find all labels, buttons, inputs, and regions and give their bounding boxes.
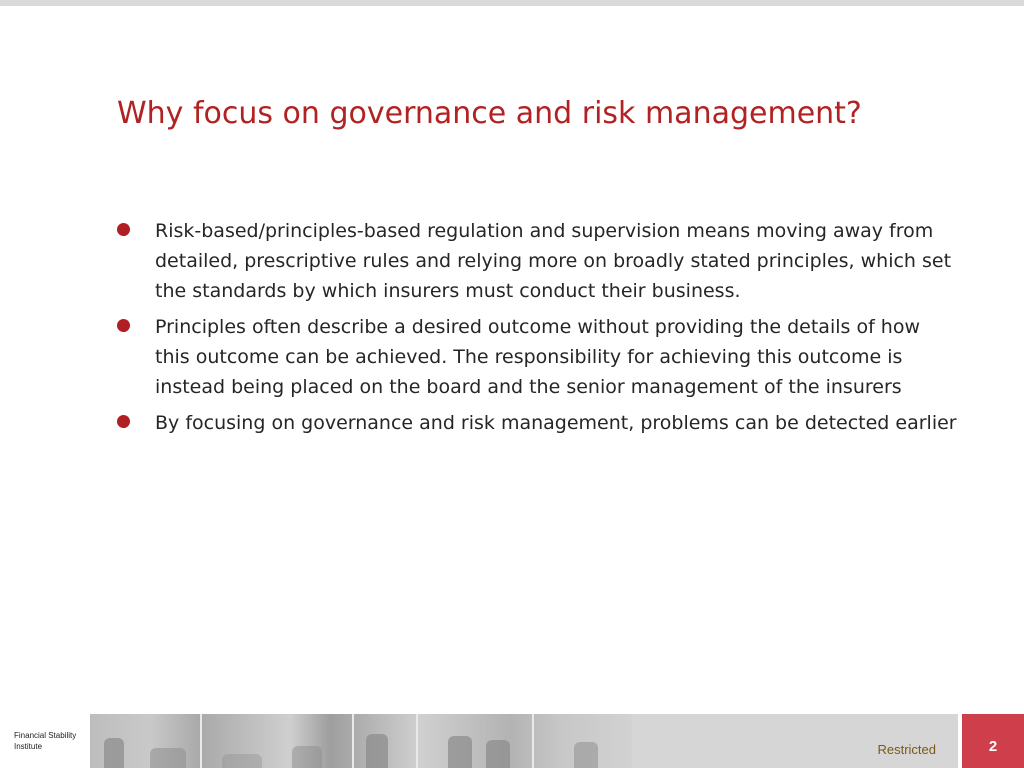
bullet-item — [117, 216, 957, 306]
bullet-dot-icon — [117, 319, 130, 332]
bullet-list — [117, 216, 957, 444]
bullet-text: Principles often describe a desired outcome without providing the details of how this outcome can be achieved. The responsibility for achieving this outcome is instead being placed on the board and the senior management of the insurers — [155, 316, 921, 398]
footer-photo — [418, 714, 534, 768]
footer-photo — [202, 714, 354, 768]
top-divider-bar — [0, 0, 1024, 6]
bullet-text: Risk-based/principles-based regulation and supervision means moving away from detailed, prescriptive rules and relying more on broadly stated principles, which set the standards by which insurers must conduct their business. — [155, 220, 952, 302]
footer-photo — [354, 714, 418, 768]
slide-footer — [0, 714, 1024, 768]
logo-line-2: Institute — [14, 742, 43, 751]
bullet-item — [117, 312, 957, 402]
bullet-dot-icon — [117, 223, 130, 236]
footer-gray-band — [632, 714, 958, 768]
photo-figure — [222, 754, 262, 768]
photo-figure — [574, 742, 598, 768]
page-number: 2 — [988, 738, 998, 755]
logo-line-1: Financial Stability — [14, 731, 77, 740]
bullet-dot-icon — [117, 415, 130, 428]
photo-figure — [366, 734, 388, 768]
footer-photo-strip — [90, 714, 632, 768]
photo-figure — [104, 738, 124, 768]
fsi-logo — [14, 730, 94, 752]
classification-label: Restricted — [877, 742, 936, 757]
bullet-item — [117, 408, 957, 438]
photo-figure — [150, 748, 186, 768]
photo-figure — [486, 740, 510, 768]
footer-photo — [534, 714, 632, 768]
photo-figure — [292, 746, 322, 768]
bullet-text: By focusing on governance and risk management, problems can be detected earlier — [155, 412, 957, 434]
photo-figure — [448, 736, 472, 768]
page-number-box — [962, 714, 1024, 768]
slide-title: Why focus on governance and risk management? — [117, 96, 862, 131]
footer-photo — [90, 714, 202, 768]
